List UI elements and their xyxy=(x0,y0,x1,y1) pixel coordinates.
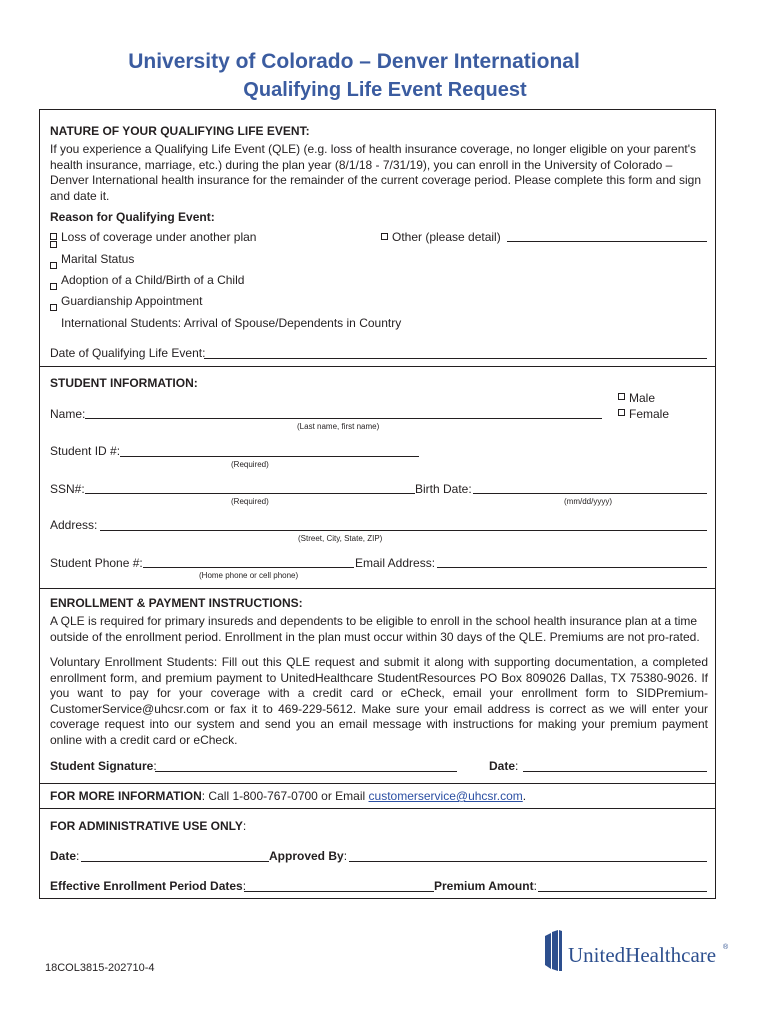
reason-option-guardianship: Guardianship Appointment xyxy=(61,294,203,308)
student-id-hint: (Required) xyxy=(231,460,269,469)
name-line[interactable] xyxy=(85,418,602,419)
form-subtitle: Qualifying Life Event Request xyxy=(243,79,527,101)
student-heading: STUDENT INFORMATION: xyxy=(50,376,198,390)
approved-by-label: Approved By: xyxy=(269,849,348,863)
reason-checkbox-1a[interactable] xyxy=(50,233,57,240)
gender-male-checkbox[interactable] xyxy=(618,393,625,400)
name-label: Name: xyxy=(50,407,86,421)
form-title: University of Colorado – Denver International xyxy=(128,50,580,73)
reason-checkbox-other[interactable] xyxy=(381,233,388,240)
signature-date-line[interactable] xyxy=(523,771,707,772)
registered-mark: ® xyxy=(723,944,729,951)
reason-option-adoption: Adoption of a Child/Birth of a Child xyxy=(61,273,245,287)
birth-date-line[interactable] xyxy=(473,493,707,494)
reason-checkbox-guardianship[interactable] xyxy=(50,304,57,311)
birth-date-hint: (mm/dd/yyyy) xyxy=(564,497,612,506)
name-hint: (Last name, first name) xyxy=(297,422,380,431)
birth-date-label: Birth Date: xyxy=(415,482,472,496)
admin-date-label: Date: xyxy=(50,849,80,863)
student-id-label: Student ID #: xyxy=(50,444,121,458)
email-line[interactable] xyxy=(437,567,707,568)
phone-label: Student Phone #: xyxy=(50,556,143,570)
email-label: Email Address: xyxy=(355,556,436,570)
enrollment-period-line[interactable] xyxy=(244,891,434,892)
signature-date-label: Date: xyxy=(489,759,519,773)
reason-checkbox-1b[interactable] xyxy=(50,241,57,248)
more-info: FOR MORE INFORMATION: Call 1-800-767-0700 or Email customerservice@uhcsr.com. xyxy=(50,789,527,803)
divider xyxy=(40,366,715,367)
signature-line[interactable] xyxy=(155,771,457,772)
admin-heading: FOR ADMINISTRATIVE USE ONLY: xyxy=(50,819,247,833)
approved-by-line[interactable] xyxy=(349,861,707,862)
phone-line[interactable] xyxy=(143,567,354,568)
reason-checkbox-marital[interactable] xyxy=(50,262,57,269)
address-label: Address: xyxy=(50,518,98,532)
reason-option-other: Other (please detail) xyxy=(392,230,501,244)
reason-option-international: International Students: Arrival of Spouse/Dependents in Country xyxy=(61,316,402,330)
form-code: 18COL3815-202710-4 xyxy=(45,962,155,974)
divider xyxy=(40,588,715,589)
phone-hint: (Home phone or cell phone) xyxy=(199,571,299,580)
nature-intro: If you experience a Qualifying Life Event (QLE) (e.g. loss of health insurance coverage, no longer eligible on your parent's health insurance, marriage, etc.) during the plan year (8/1/18 - 7/31/19), you can enroll in the University of Colorado – Denver International health insurance for the remainder of the current coverage period. Please complete this form and sign and date it. xyxy=(50,142,702,203)
ssn-line[interactable] xyxy=(85,493,415,494)
qle-date-line[interactable] xyxy=(204,358,707,359)
gender-female-label: Female xyxy=(629,407,670,421)
reason-option-marital: Marital Status xyxy=(61,252,135,266)
enrollment-period-label: Effective Enrollment Period Dates: xyxy=(50,879,247,893)
enrollment-para1: A QLE is required for primary insureds and dependents to be eligible to enroll in the school health insurance plan at a time outside of the enrollment period. Enrollment in the plan must occur within 30 days of the QLE. Premiums are not pro-rated. xyxy=(50,614,700,644)
shield-icon xyxy=(545,930,562,971)
customer-service-email-link[interactable]: customerservice@uhcsr.com xyxy=(368,789,523,803)
unitedhealthcare-logo xyxy=(541,930,731,977)
ssn-hint: (Required) xyxy=(231,497,269,506)
divider xyxy=(40,808,715,809)
gender-male-label: Male xyxy=(629,391,656,405)
divider xyxy=(40,783,715,784)
signature-label: Student Signature: xyxy=(50,759,157,773)
reason-label: Reason for Qualifying Event: xyxy=(50,210,215,224)
enrollment-para2: Voluntary Enrollment Students: Fill out this QLE request and submit it along with supporting documentation, a completed enrollment form, and premium payment to UnitedHealthcare StudentResources PO Box 809026 Dallas, TX 75380-9026. If you want to pay for your coverage with a credit card or eCheck, email your enrollment form to SIDPremium-CustomerService@uhcsr.com or fax it to 469-229-5612. Make sure your email address is correct as we will enter your coverage request into our system and send you an email message with instructions for making your premium payment online with a credit card or eCheck. xyxy=(50,655,708,747)
address-hint: (Street, City, State, ZIP) xyxy=(298,534,383,543)
premium-amount-line[interactable] xyxy=(538,891,707,892)
qle-date-label: Date of Qualifying Life Event: xyxy=(50,346,206,360)
premium-amount-label: Premium Amount: xyxy=(434,879,537,893)
gender-female-checkbox[interactable] xyxy=(618,409,625,416)
enrollment-heading: ENROLLMENT & PAYMENT INSTRUCTIONS: xyxy=(50,596,303,610)
admin-date-line[interactable] xyxy=(81,861,269,862)
reason-option-loss: Loss of coverage under another plan xyxy=(61,230,257,244)
student-id-line[interactable] xyxy=(120,456,419,457)
brand-wordmark: UnitedHealthcare xyxy=(568,943,717,967)
form-frame xyxy=(39,109,716,899)
address-line[interactable] xyxy=(100,530,707,531)
other-detail-line[interactable] xyxy=(507,241,707,242)
nature-heading: NATURE OF YOUR QUALIFYING LIFE EVENT: xyxy=(50,124,310,138)
reason-checkbox-adoption[interactable] xyxy=(50,283,57,290)
ssn-label: SSN#: xyxy=(50,482,85,496)
